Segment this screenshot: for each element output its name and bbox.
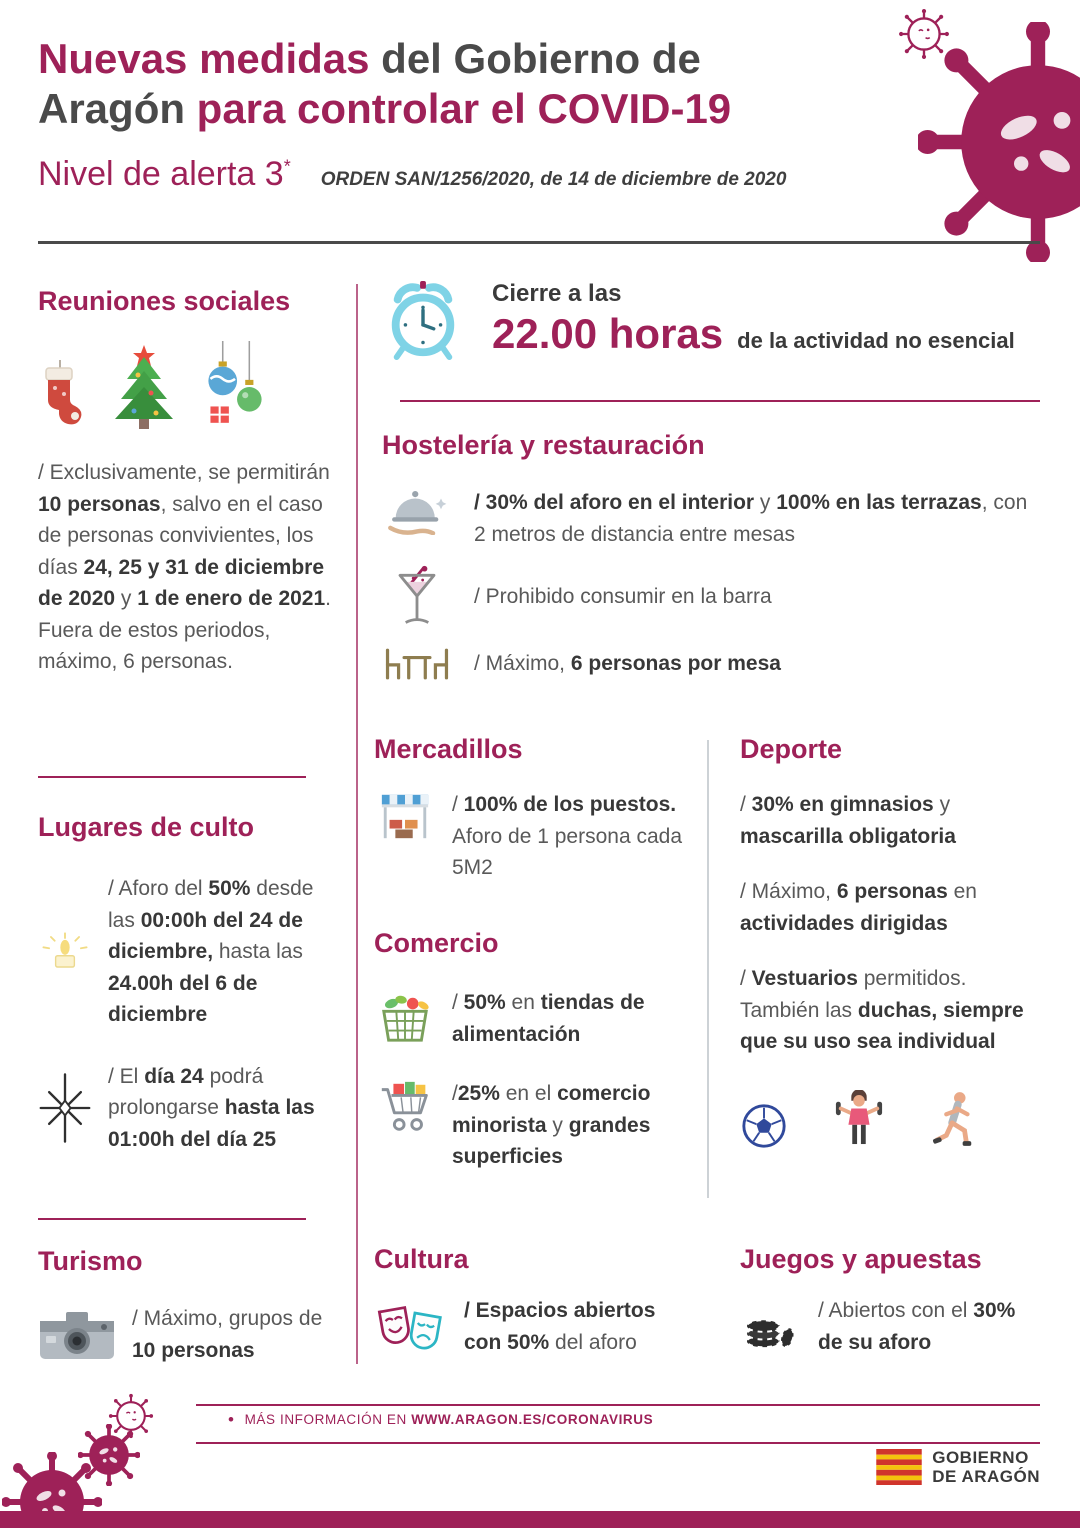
closure-line1: Cierre a las <box>492 280 622 307</box>
logo-line-1: GOBIERNO <box>932 1448 1029 1467</box>
sport-icons <box>740 1090 1040 1150</box>
section-cultura <box>374 1244 688 1358</box>
footer-info <box>228 1411 653 1428</box>
alert-level: Nivel de alerta 3* <box>38 155 291 194</box>
alert-asterisk: * <box>283 156 291 177</box>
footer-url-link[interactable]: WWW.ARAGON.ES/CORONAVIRUS <box>411 1412 654 1427</box>
theater-masks-icon <box>375 1300 445 1354</box>
turismo-item-1-text: / Máximo, grupos de 10 personas <box>132 1307 323 1362</box>
section-title-deporte: Deporte <box>740 734 843 764</box>
section-title-culto: Lugares de culto <box>38 812 255 842</box>
hosteleria-item-1 <box>382 487 1042 550</box>
section-title-cultura: Cultura <box>374 1244 469 1274</box>
juegos-item-1 <box>740 1295 1040 1358</box>
header-divider <box>38 241 1040 244</box>
footer-divider-top <box>196 1404 1040 1406</box>
section-mercadillos <box>374 734 688 884</box>
reuniones-body: / Exclusivamente, se permitirán 10 personas, salvo en el caso de personas convivientes, los días 24, 25 y 31 de diciembre de 2020 y 1 de enero de 2021. Fuera de estos periodos, máximo, 6 personas. <box>38 461 332 673</box>
title-plain-2: Aragón <box>38 84 197 132</box>
section-title-turismo: Turismo <box>38 1246 143 1276</box>
section-title-mercadillos: Mercadillos <box>374 734 523 764</box>
inner-vertical-divider <box>707 740 709 1198</box>
section-comercio <box>374 928 688 1173</box>
comercio-item-2-text: /25% en el comercio minorista y grandes superficies <box>452 1082 651 1168</box>
hosteleria-item-2-text: / Prohibido consumir en la barra <box>474 585 772 609</box>
table-chairs-icon <box>382 642 452 686</box>
alarm-clock-icon <box>382 280 464 362</box>
section-title-comercio: Comercio <box>374 928 499 958</box>
hosteleria-item-2 <box>382 564 1042 630</box>
deporte-item-3-text: / Vestuarios permitidos. También las duchas, siempre que su uso sea individual <box>740 967 1024 1053</box>
runner-icon <box>930 1090 978 1150</box>
hosteleria-item-3-text: / Máximo, 6 personas por mesa <box>474 652 781 676</box>
divider <box>38 776 306 778</box>
cultura-item-1 <box>374 1295 688 1358</box>
juegos-item-1-text: / Abiertos con el 30% de su aforo <box>818 1299 1016 1354</box>
main-vertical-divider <box>356 284 358 1364</box>
section-title-juegos: Juegos y apuestas <box>740 1244 982 1274</box>
section-juegos-apuestas <box>740 1244 1040 1358</box>
section-title-hosteleria: Hostelería y restauración <box>382 430 705 460</box>
section-hosteleria <box>382 430 1042 686</box>
closure-time: 22.00 horas <box>492 310 724 357</box>
section-lugares-de-culto <box>34 812 340 1155</box>
christmas-icons <box>38 339 340 431</box>
cloche-icon <box>385 487 449 535</box>
comercio-item-1-text: / 50% en tiendas de alimentación <box>452 991 645 1046</box>
christmas-tree-icon <box>108 343 180 431</box>
title-accent-2: para controlar el COVID-19 <box>196 84 732 132</box>
culto-item-1 <box>34 873 340 1031</box>
title-accent-1: Nuevas medidas <box>38 35 370 82</box>
stocking-icon <box>38 359 86 431</box>
section-turismo <box>38 1246 340 1366</box>
camera-icon <box>38 1307 116 1363</box>
bottom-accent-bar <box>0 1511 1080 1528</box>
cocktail-icon <box>392 564 442 630</box>
shopping-cart-icon <box>376 1078 436 1138</box>
cultura-item-1-text: / Espacios abiertos con 50% del aforo <box>464 1299 656 1354</box>
closure-text <box>492 280 1015 362</box>
poker-chips-icon <box>742 1303 798 1351</box>
soccer-ball-icon <box>740 1102 788 1150</box>
hosteleria-item-3 <box>382 642 1042 686</box>
alert-row <box>38 155 898 194</box>
closure-banner <box>382 280 1015 362</box>
virus-icon <box>918 22 1080 262</box>
weightlifter-icon <box>834 1090 884 1150</box>
star-icon <box>37 1072 93 1144</box>
turismo-item-1 <box>38 1303 340 1366</box>
divider <box>400 400 1040 402</box>
gobierno-aragon-logo <box>876 1448 1040 1486</box>
footer-info-text: MÁS INFORMACIÓN EN WWW.ARAGON.ES/CORONAVIRUS <box>244 1412 654 1427</box>
footer-divider-bottom <box>196 1442 1040 1444</box>
culto-item-2-text: / El día 24 podrá prolongarse hasta las 01:00h del día 25 <box>108 1064 315 1151</box>
culto-item-1-text: / Aforo del 50% desde las 00:00h del 24 de diciembre, hasta las 24.00h del 6 de diciembre <box>108 877 314 1026</box>
comercio-item-2 <box>374 1078 688 1173</box>
market-stall-icon <box>376 789 434 843</box>
logo-line-2: DE ARAGÓN <box>932 1467 1040 1487</box>
comercio-item-1 <box>374 987 688 1050</box>
culto-item-2 <box>34 1061 340 1156</box>
page-title <box>38 34 898 133</box>
footer-bullet: • <box>228 1410 235 1429</box>
header <box>38 34 898 194</box>
logo-text <box>932 1448 1040 1486</box>
section-reuniones-sociales <box>38 286 340 678</box>
food-basket-icon <box>376 992 434 1046</box>
candle-icon <box>35 931 95 973</box>
hosteleria-item-1-text: / 30% del aforo en el interior y 100% en las terrazas, con 2 metros de distancia entre mesas <box>474 491 1028 546</box>
section-title-reuniones: Reuniones sociales <box>38 286 291 316</box>
deporte-item-2-text: / Máximo, 6 personas en actividades dirigidas <box>740 880 977 935</box>
mercadillos-item-1-text: / 100% de los puestos. Aforo de 1 persona cada 5M2 <box>452 793 682 879</box>
section-deporte <box>740 734 1040 1150</box>
baubles-icon <box>202 341 268 431</box>
divider <box>38 1218 306 1220</box>
deporte-item-1-text: / 30% en gimnasios y mascarilla obligatoria <box>740 793 956 848</box>
title-plain-1: del Gobierno de <box>369 35 701 82</box>
order-reference: ORDEN SAN/1256/2020, de 14 de diciembre de 2020 <box>320 169 787 191</box>
aragon-flag-icon <box>876 1449 922 1485</box>
closure-suffix: de la actividad no esencial <box>737 328 1015 353</box>
mercadillos-item-1 <box>374 789 688 884</box>
